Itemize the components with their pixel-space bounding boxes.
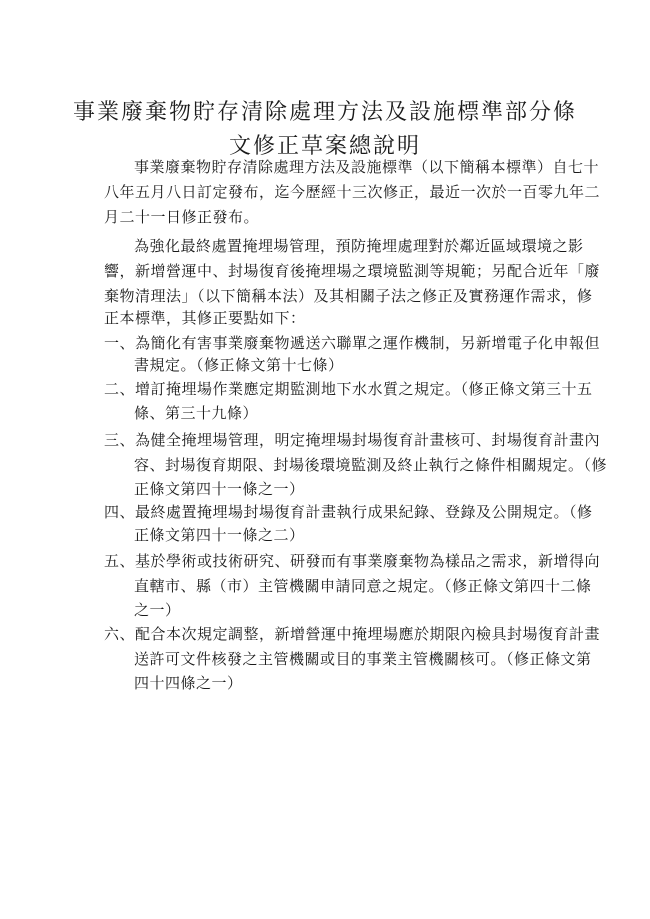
item-2-line-2: 條、第三十九條） xyxy=(134,404,259,422)
item-6-line-3: 四十四條之一） xyxy=(134,674,243,692)
purpose-line-2: 響，新增營運中、封場復育後掩埋場之環境監測等規範；另配合近年「廢 xyxy=(104,262,601,280)
intro-line-3: 月二十一日修正發布。 xyxy=(104,208,260,226)
item-4-line-2: 正條文第四十一條之二） xyxy=(134,526,305,544)
purpose-line-1: 為強化最終處置掩埋場管理，預防掩埋處理對於鄰近區域環境之影 xyxy=(134,237,584,255)
intro-line-1: 事業廢棄物貯存清除處理方法及設施標準（以下簡稱本標準）自七十 xyxy=(134,158,600,176)
item-1-line-1: 一、為簡化有害事業廢棄物遞送六聯單之運作機制，另新增電子化申報但 xyxy=(104,334,601,352)
item-5-line-2: 直轄市、縣（市）主管機關申請同意之規定。（修正條文第四十二條 xyxy=(134,577,592,595)
document-title-line-2: 文修正草案總說明 xyxy=(228,134,421,159)
document-title-line-1: 事業廢棄物貯存清除處理方法及設施標準部分條 xyxy=(72,100,577,125)
item-3-line-2: 容、封場復育期限、封場後環境監測及終止執行之條件相關規定。（修 xyxy=(134,456,608,474)
purpose-line-4: 正本標準，其修正要點如下： xyxy=(104,309,306,327)
item-3-line-1: 三、為健全掩埋場管理，明定掩埋場封場復育計畫核可、封場復育計畫內 xyxy=(104,431,601,449)
item-5-line-3: 之一） xyxy=(134,601,181,619)
item-4-line-1: 四、最終處置掩埋場封場復育計畫執行成果紀錄、登錄及公開規定。（修 xyxy=(104,503,593,521)
item-6-line-2: 送許可文件核發之主管機關或目的事業主管機關核可。（修正條文第 xyxy=(134,650,592,668)
intro-line-2: 八年五月八日訂定發布，迄今歷經十三次修正，最近一次於一百零九年二 xyxy=(104,183,601,201)
item-5-line-1: 五、基於學術或技術研究、研發而有事業廢棄物為樣品之需求，新增得向 xyxy=(104,552,601,570)
item-6-line-1: 六、配合本次規定調整，新增營運中掩埋場應於期限內檢具封場復育計畫 xyxy=(104,625,601,643)
item-3-line-3: 正條文第四十一條之一） xyxy=(134,480,305,498)
purpose-line-3: 棄物清理法」（以下簡稱本法）及其相關子法之修正及實務運作需求，修 xyxy=(104,287,593,305)
item-1-line-2: 書規定。（修正條文第十七條） xyxy=(134,356,344,374)
item-2-line-1: 二、增訂掩埋場作業應定期監測地下水水質之規定。（修正條文第三十五 xyxy=(104,380,593,398)
